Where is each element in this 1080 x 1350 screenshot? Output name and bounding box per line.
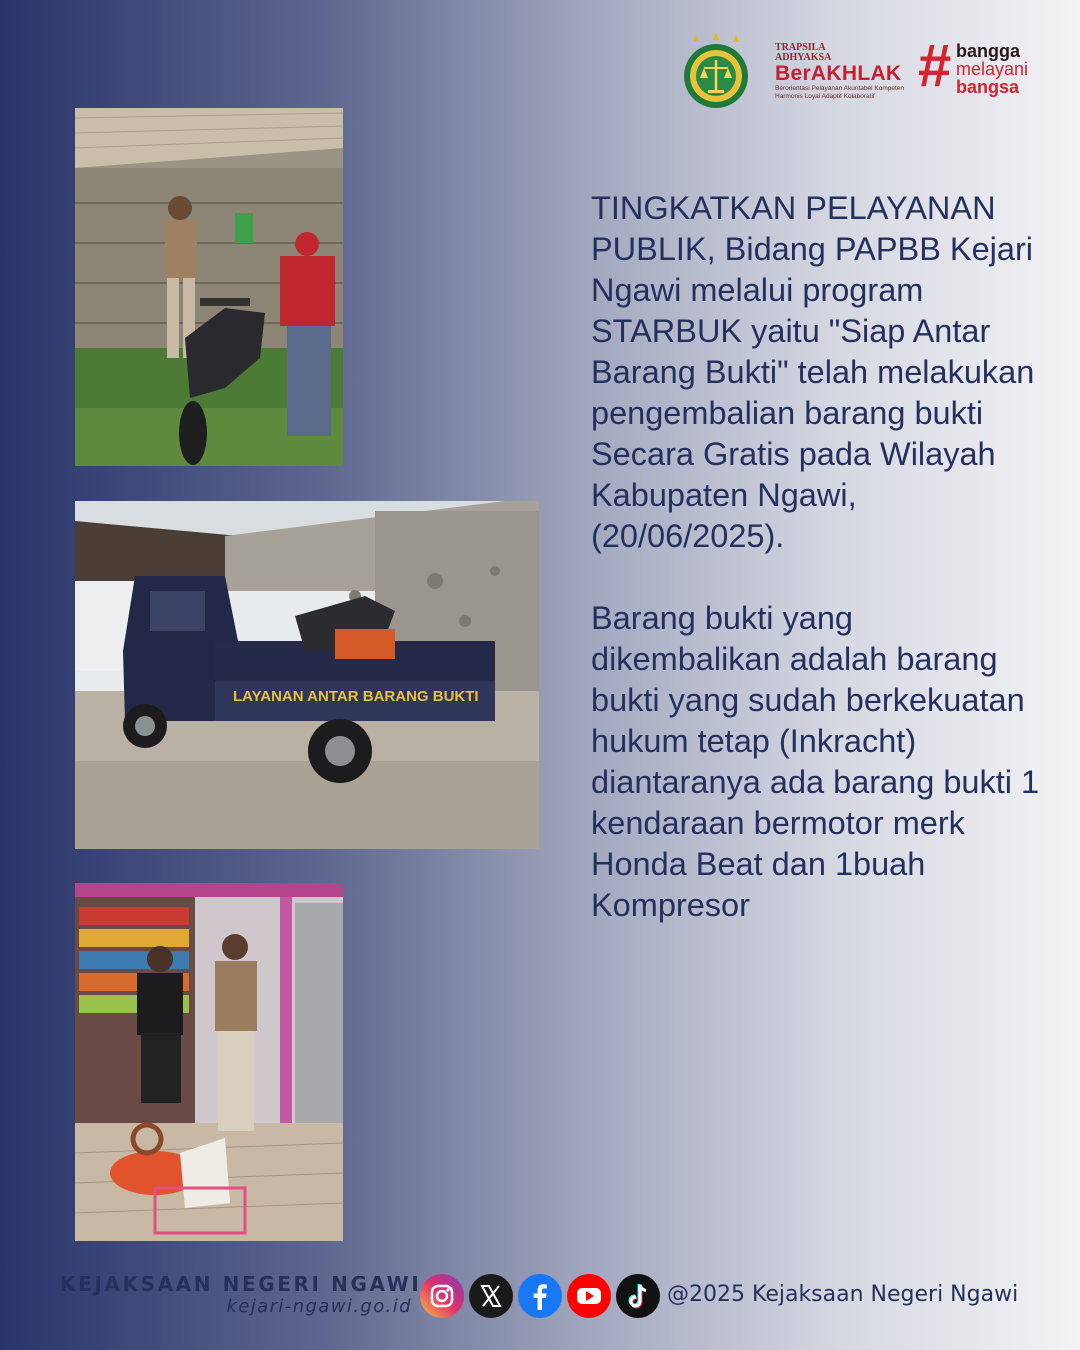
x-icon[interactable] <box>469 1274 513 1318</box>
header-logos <box>678 30 1058 110</box>
copyright-text: @2025 Kejaksaan Negeri Ngawi <box>667 1282 1019 1307</box>
bangga-word: bangga <box>956 41 1021 61</box>
photo-compressor-handover <box>75 883 343 1241</box>
kejaksaan-seal-logo <box>678 30 754 110</box>
bangga-melayani-bangsa-logo <box>918 32 1048 104</box>
berakhlak-tagline-1: Berorientasi Pelayanan Akuntabel Kompeten <box>775 85 905 92</box>
tiktok-icon[interactable] <box>616 1274 660 1318</box>
footer-organization <box>60 1272 422 1318</box>
berakhlak-tagline-2: Harmonis Loyal Adaptif Kolaboratif <box>775 92 875 100</box>
instagram-icon[interactable] <box>420 1274 464 1318</box>
article-paragraph-2: Barang bukti yang dikembalikan adalah barang bukti yang sudah berkekuatan hukum tetap (Inkracht) diantaranya ada barang bukti 1 kendaraan bermotor merk Honda Beat dan 1buah Kompresor <box>591 600 1040 923</box>
melayani-word: melayani <box>956 59 1029 79</box>
photo-evidence-truck <box>75 501 539 849</box>
bangsa-word: bangsa <box>956 77 1020 97</box>
photo-motorcycle-handover <box>75 108 343 466</box>
berakhlak-logo <box>775 43 923 103</box>
article-paragraph-1: TINGKATKAN PELAYANAN PUBLIK, Bidang PAPBB Kejari Ngawi melalui program STARBUK yaitu "Siap Antar Barang Bukti" telah melakukan pengembalian barang bukti Secara Gratis pada Wilayah Kabupaten Ngawi, (20/06/2025). <box>591 190 1035 554</box>
trapsila-text: TRAPSILA <box>775 42 826 53</box>
berakhlak-text: BerAKHLAK <box>775 62 902 85</box>
truck-service-text: LAYANAN ANTAR BARANG BUKTI <box>233 688 479 705</box>
facebook-icon[interactable] <box>518 1274 562 1318</box>
adhyaksa-text: ADHYAKSA <box>775 52 832 63</box>
organization-name: KEJAKSAAN NEGERI NGAWI <box>60 1272 422 1296</box>
article-body <box>591 188 1041 926</box>
youtube-icon[interactable] <box>567 1274 611 1318</box>
hashtag-symbol: # <box>918 32 952 99</box>
website-url[interactable]: kejari-ngawi.go.id <box>226 1296 412 1317</box>
